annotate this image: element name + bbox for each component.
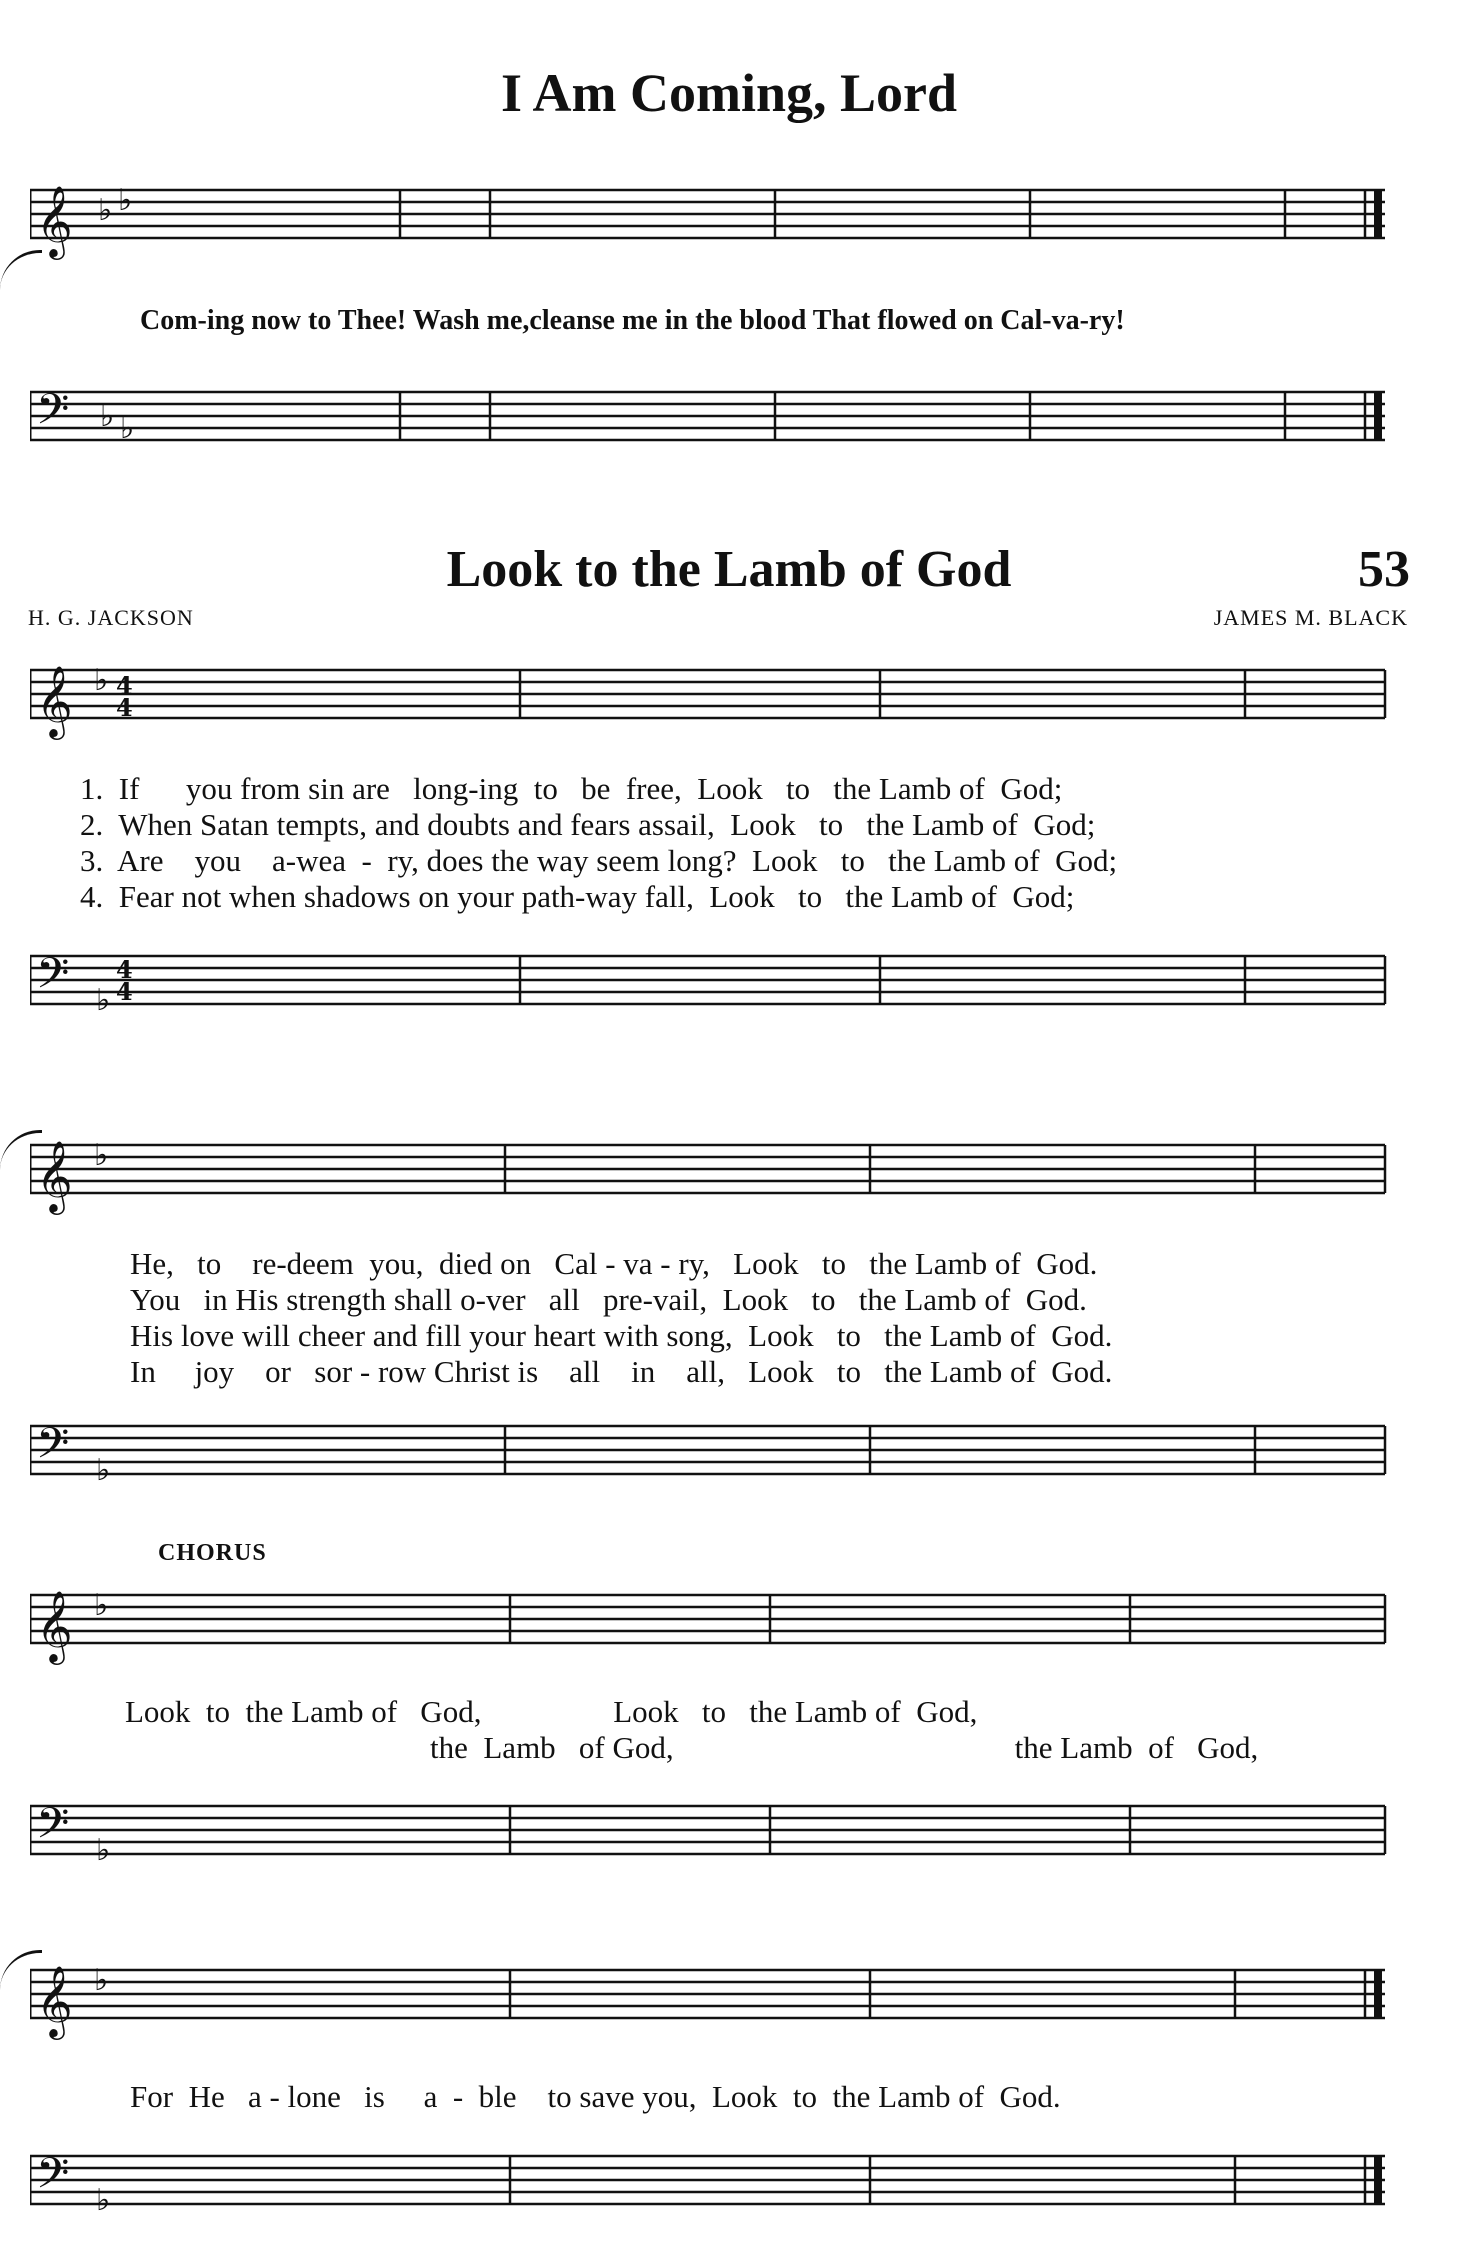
chorus-line-1-echo: the Lamb of God, the Lamb of God, [430, 1730, 1259, 1765]
final-treble-staff [30, 1950, 1390, 2070]
system2-verse-2: You in His strength shall o-ver all pre-vail, Look to the Lamb of God. [130, 1282, 1087, 1317]
brace-hook [0, 250, 42, 293]
previous-hymn-title: I Am Coming, Lord [500, 63, 958, 123]
svg-text:𝄢: 𝄢 [36, 2149, 70, 2209]
system1-verse-3: 3. Are you a-wea - ry, does the way seem long? Look to the Lamb of God; [80, 843, 1118, 878]
svg-text:♭: ♭ [94, 1963, 109, 1998]
words-credit: H. G. JACKSON [28, 605, 194, 630]
system1-treble-staff [30, 650, 1390, 770]
final-bass-staff [30, 2140, 1390, 2250]
svg-text:𝄢: 𝄢 [36, 949, 70, 1009]
svg-text:♭: ♭ [94, 663, 109, 698]
hymn-number: 53 [1358, 541, 1410, 598]
previous-hymn-lyric: Com-ing now to Thee! Wash me,cleanse me in the blood That flowed on Cal-va-ry! [140, 305, 1125, 336]
final-lyric-line: For He a - lone is a - ble to save you, Look to the Lamb of God. [130, 2079, 1061, 2114]
svg-text:𝄢: 𝄢 [36, 1799, 70, 1859]
music-credit: JAMES M. BLACK [1213, 605, 1408, 630]
svg-text:𝄞: 𝄞 [36, 664, 73, 737]
svg-text:♭: ♭ [96, 1833, 111, 1868]
chorus-line-1: Look to the Lamb of God, Look to the Lamb of God, [125, 1694, 978, 1729]
system2-verse-3: His love will cheer and fill your heart with song, Look to the Lamb of God. [130, 1318, 1113, 1353]
svg-text:4: 4 [116, 977, 133, 1006]
svg-text:4: 4 [116, 955, 133, 984]
svg-text:𝄞: 𝄞 [36, 1589, 73, 1662]
svg-text:4: 4 [116, 693, 133, 722]
svg-text:♭: ♭ [98, 193, 113, 228]
svg-text:𝄢: 𝄢 [36, 1419, 70, 1479]
svg-text:4: 4 [116, 671, 133, 700]
svg-text:𝄞: 𝄞 [36, 184, 73, 257]
hymn-title: Look to the Lamb of God [446, 541, 1012, 598]
svg-text:♭: ♭ [96, 2183, 111, 2218]
chorus-bass-staff [30, 1790, 1390, 1900]
svg-text:♭: ♭ [118, 183, 133, 218]
system1-verse-1: 1. If you from sin are long-ing to be free, Look to the Lamb of God; [80, 771, 1063, 806]
previous-hymn-bass-staff [30, 370, 1390, 480]
chorus-treble-staff [30, 1575, 1390, 1695]
svg-text:♭: ♭ [120, 411, 135, 446]
system2-verse-1: He, to re-deem you, died on Cal - va - ry, Look to the Lamb of God. [130, 1246, 1098, 1281]
system1-verse-4: 4. Fear not when shadows on your path-way fall, Look to the Lamb of God; [80, 879, 1075, 914]
svg-text:♭: ♭ [94, 1588, 109, 1623]
chorus-label: CHORUS [158, 1540, 267, 1566]
svg-text:♭: ♭ [94, 1138, 109, 1173]
svg-text:𝄢: 𝄢 [36, 385, 70, 445]
svg-text:♭: ♭ [100, 399, 115, 434]
svg-text:♭: ♭ [96, 983, 111, 1018]
system1-verse-2: 2. When Satan tempts, and doubts and fears assail, Look to the Lamb of God; [80, 807, 1096, 842]
system2-verse-4: In joy or sor - row Christ is all in all, Look to the Lamb of God. [130, 1354, 1113, 1389]
previous-hymn-treble-staff [30, 180, 1390, 300]
system2-treble-staff [30, 1125, 1390, 1245]
system1-bass-staff [30, 940, 1390, 1050]
svg-text:𝄞: 𝄞 [36, 1139, 73, 1212]
svg-text:♭: ♭ [96, 1453, 111, 1488]
system2-bass-staff [30, 1410, 1390, 1520]
svg-text:𝄞: 𝄞 [36, 1964, 73, 2037]
